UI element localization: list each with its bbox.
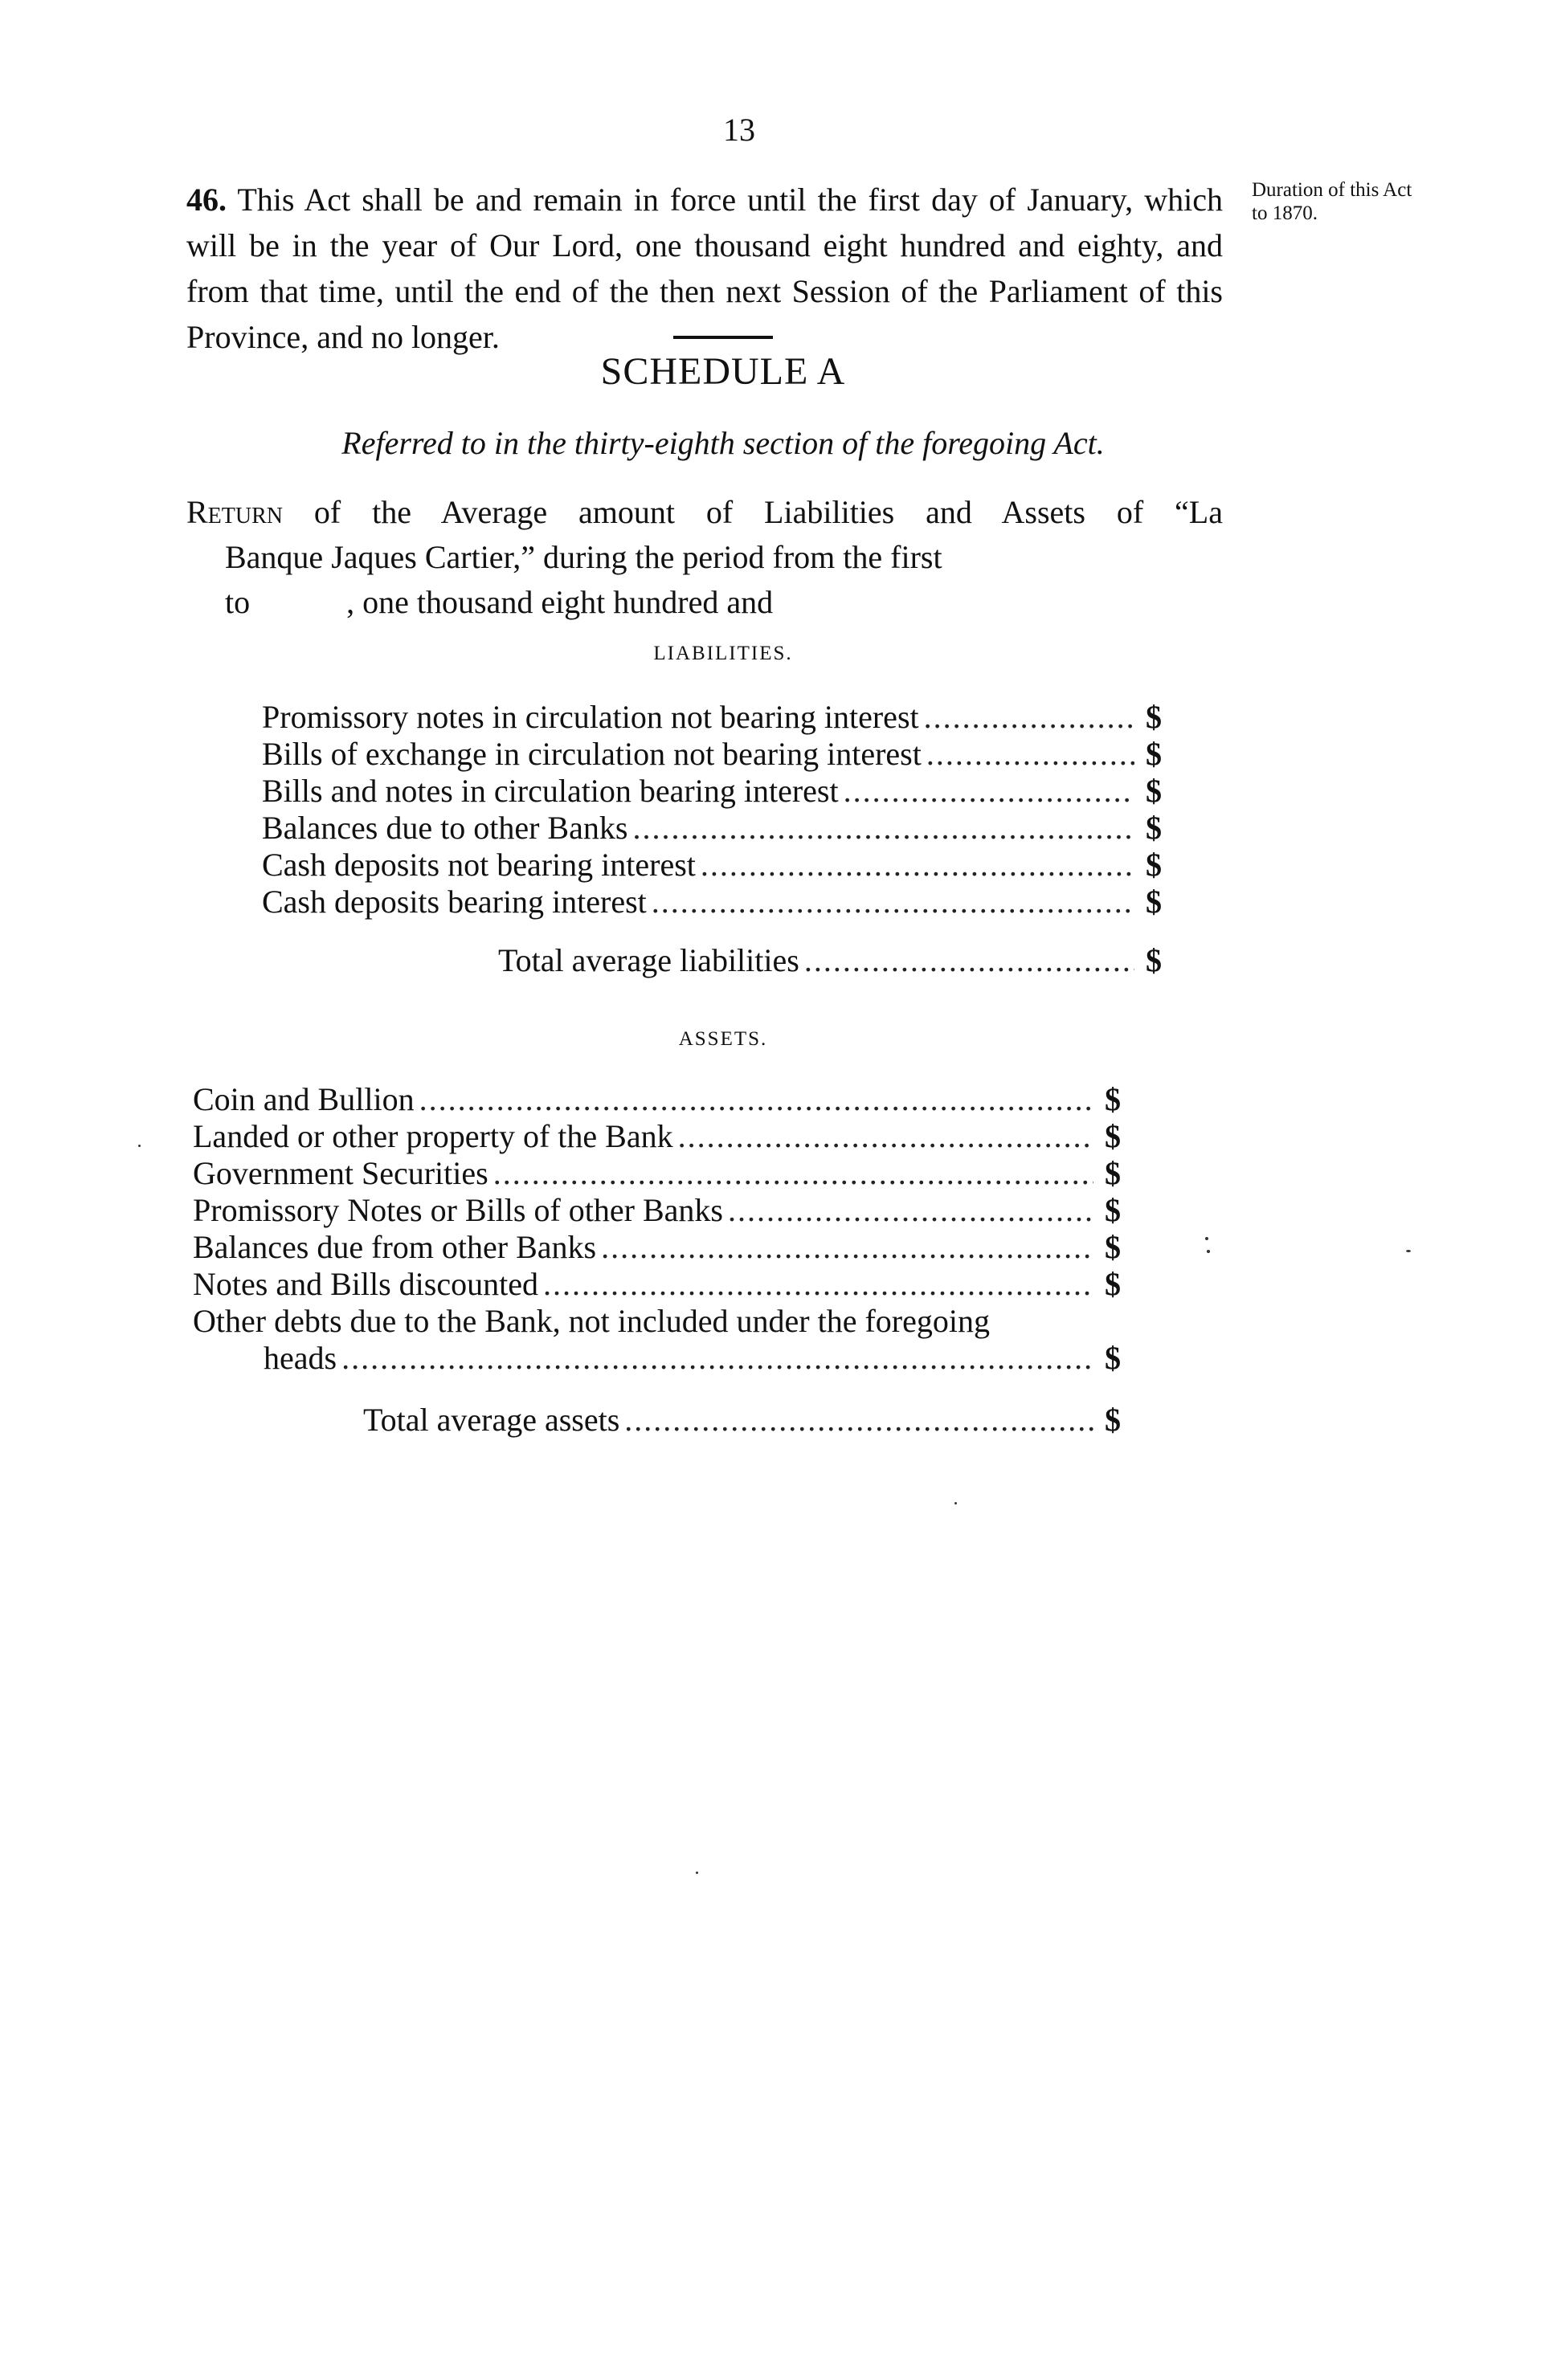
return-lead: Return — [186, 494, 284, 530]
dollar-sign: $ — [1146, 810, 1162, 846]
margin-note: Duration of this Act to 1870. — [1252, 179, 1412, 224]
asset-row — [193, 1155, 1121, 1192]
assets-list — [193, 1081, 1121, 1377]
asset-row — [193, 1081, 1121, 1118]
asset-row-other-debts-cont — [193, 1340, 1121, 1377]
leader-dots — [652, 884, 1134, 921]
section-46-paragraph — [186, 177, 1223, 360]
liability-row — [262, 699, 1162, 736]
leader-dots — [924, 699, 1134, 736]
liability-label: Balances due to other Banks — [262, 810, 628, 846]
total-label: Total average liabilities — [498, 942, 799, 978]
dollar-sign: $ — [1105, 1118, 1121, 1154]
asset-label: Coin and Bullion — [193, 1081, 415, 1117]
liability-label: Bills and notes in circulation bearing interest — [262, 773, 839, 809]
return-line-3-end: , one thousand eight hundred and — [346, 584, 774, 620]
dollar-sign: $ — [1146, 884, 1162, 920]
total-row — [498, 941, 1162, 979]
section-number: 46. — [186, 182, 227, 218]
liability-label: Promissory notes in circulation not bearing interest — [262, 699, 919, 735]
leader-dots — [728, 1192, 1093, 1229]
leader-dots — [543, 1266, 1093, 1303]
leader-dots — [493, 1155, 1093, 1192]
total-row — [363, 1401, 1121, 1439]
leader-dots — [341, 1340, 1093, 1377]
dollar-sign: $ — [1146, 773, 1162, 809]
liability-label: Cash deposits not bearing interest — [262, 847, 696, 883]
section-text: This Act shall be and remain in force until the first day of January, which will be in the year of Our Lord, one thousand eight hundred and eighty, and from that time, until the end of the then next Session of the Parliament of this Province, and no longer. — [186, 182, 1223, 355]
dollar-sign: $ — [1105, 1340, 1121, 1376]
dollar-sign: $ — [1105, 1402, 1121, 1438]
leader-dots — [678, 1118, 1093, 1155]
schedule-title: SCHEDULE A — [600, 350, 846, 393]
liability-label: Bills of exchange in circulation not bearing interest — [262, 736, 922, 772]
liability-row — [262, 773, 1162, 810]
section-divider — [673, 336, 773, 339]
return-line-3 — [186, 580, 1223, 625]
dollar-sign: $ — [1146, 699, 1162, 735]
liability-row — [262, 810, 1162, 847]
dollar-sign: $ — [1105, 1266, 1121, 1302]
scan-speck — [954, 1502, 957, 1504]
liabilities-list — [262, 699, 1162, 921]
assets-heading: ASSETS. — [678, 1028, 768, 1050]
asset-label: Balances due from other Banks — [193, 1229, 597, 1265]
leader-dots — [926, 736, 1134, 773]
assets-total — [363, 1401, 1121, 1439]
asset-row-other-debts — [193, 1303, 1121, 1340]
liability-row — [262, 884, 1162, 921]
scan-speck — [138, 1145, 141, 1147]
asset-row — [193, 1118, 1121, 1155]
scan-speck — [1205, 1237, 1208, 1240]
return-paragraph — [186, 490, 1223, 625]
asset-label: Promissory Notes or Bills of other Banks — [193, 1192, 723, 1228]
scan-speck — [1406, 1250, 1411, 1252]
scan-speck — [1207, 1250, 1210, 1253]
dollar-sign: $ — [1105, 1081, 1121, 1117]
asset-row — [193, 1192, 1121, 1229]
leader-dots — [844, 773, 1134, 810]
asset-label: heads — [264, 1340, 337, 1376]
scan-speck — [696, 1872, 698, 1874]
schedule-reference: Referred to in the thirty-eighth section of the foregoing Act. — [341, 425, 1105, 461]
dollar-sign: $ — [1146, 847, 1162, 883]
asset-row — [193, 1266, 1121, 1303]
return-line-2: Banque Jaques Cartier,” during the period from the first — [225, 539, 942, 575]
dollar-sign: $ — [1146, 942, 1162, 978]
liability-row — [262, 847, 1162, 884]
dollar-sign: $ — [1105, 1192, 1121, 1228]
asset-label: Other debts due to the Bank, not included under the foregoing — [193, 1303, 990, 1339]
asset-label: Landed or other property of the Bank — [193, 1118, 673, 1154]
liabilities-total — [498, 941, 1162, 979]
liabilities-heading: LIABILITIES. — [653, 643, 793, 664]
page-number: 13 — [723, 112, 755, 148]
leader-dots — [601, 1229, 1093, 1266]
return-line-3-start: to — [225, 584, 251, 620]
leader-dots — [624, 1401, 1093, 1439]
leader-dots — [419, 1081, 1093, 1118]
leader-dots — [632, 810, 1134, 847]
asset-row — [193, 1229, 1121, 1266]
liability-label: Cash deposits bearing interest — [262, 884, 647, 920]
return-line-1-text: of the Average amount of Liabilities and Assets of “La — [283, 494, 1223, 530]
asset-label: Notes and Bills discounted — [193, 1266, 538, 1302]
dollar-sign: $ — [1105, 1155, 1121, 1191]
asset-label: Government Securities — [193, 1155, 488, 1191]
leader-dots — [804, 941, 1134, 979]
total-label: Total average assets — [363, 1402, 620, 1438]
dollar-sign: $ — [1105, 1229, 1121, 1265]
liability-row — [262, 736, 1162, 773]
dollar-sign: $ — [1146, 736, 1162, 772]
return-line-1 — [186, 490, 1223, 535]
leader-dots — [701, 847, 1134, 884]
